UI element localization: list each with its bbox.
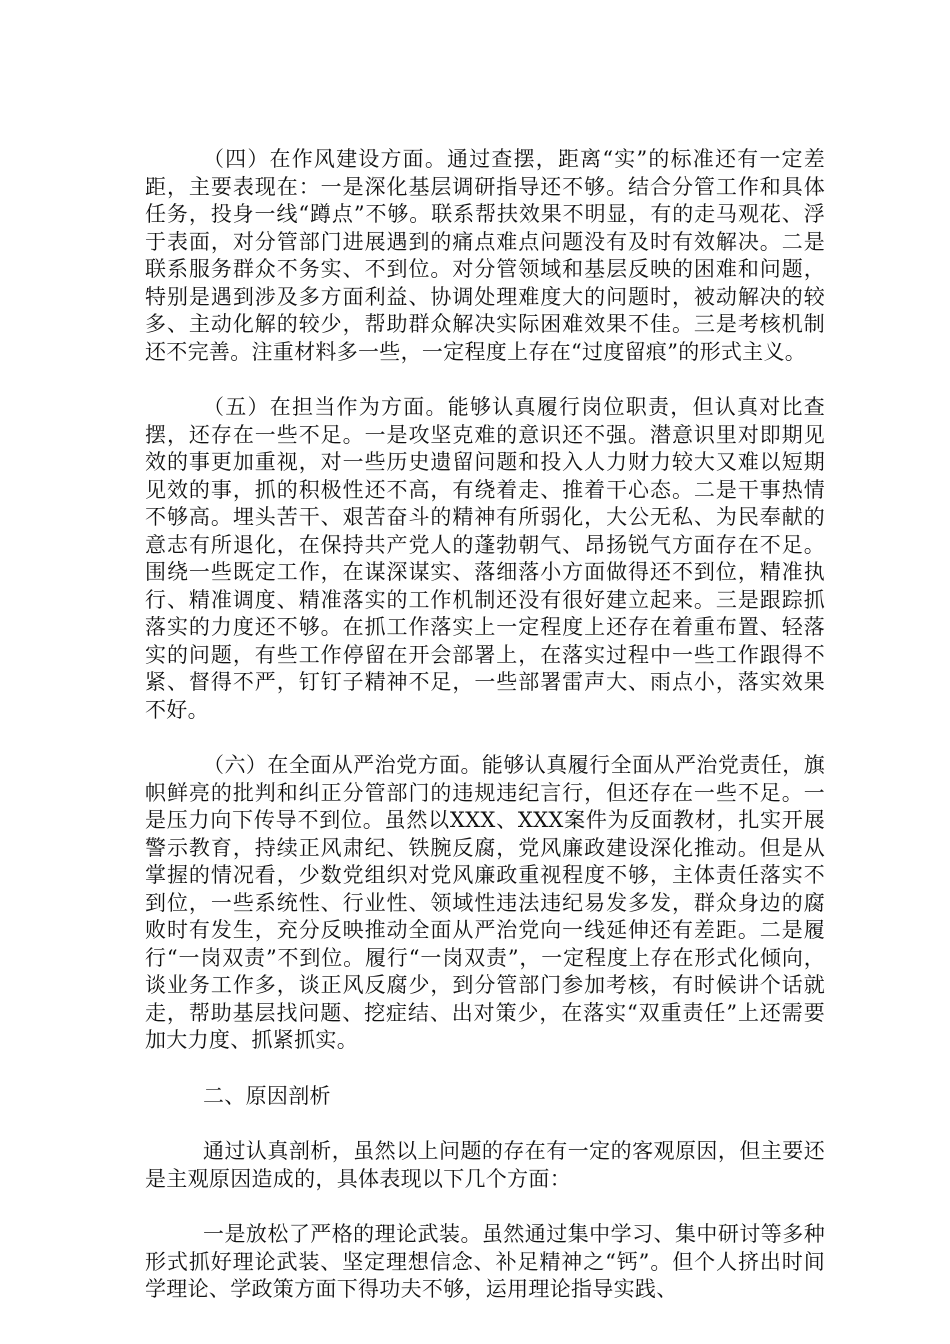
paragraph-party-discipline: （六）在全面从严治党方面。能够认真履行全面从严治党责任，旗帜鲜亮的批判和纠正分管部门的违规违纪言行，但还存在一些不足。一是压力向下传导不到位。虽然以XXX、XXX案件为反面教材，扎实开展警示教育，持续正风肃纪、铁腕反腐，党风廉政建设深化推动。但是从掌握的情况看，少数党组织对党风廉政重视程度不够，主体责任落实不到位，一些系统性、行业性、领域性违法违纪易发多发，群众身边的腐败时有发生，充分反映推动全面从严治党向一线延伸还有差距。二是履行“一岗双责”不到位。履行“一岗双责”，一定程度上存在形式化倾向，谈业务工作多，谈正风反腐少，到分管部门参加考核，有时候讲个话就走，帮助基层找问题、挖症结、出对策少，在落实“双重责任”上还需要加大力度、抓紧抓实。 [145,753,825,1052]
paragraph-work-style: （四）在作风建设方面。通过查摆，距离“实”的标准还有一定差距，主要表现在：一是深化基层调研指导还不够。结合分管工作和具体任务，投身一线“蹲点”不够。联系帮扶效果不明显，有的走马观花、浮于表面，对分管部门进展遇到的痛点难点问题没有及时有效解决。二是联系服务群众不务实、不到位。对分管领域和基层反映的困难和问题，特别是遇到涉及多方面利益、协调处理难度大的问题时，被动解决的较多、主动化解的较少，帮助群众解决实际困难效果不佳。三是考核机制还不完善。注重材料多一些，一定程度上存在“过度留痕”的形式主义。 [145,147,825,364]
document-body [145,146,825,1304]
paragraph-intro: 通过认真剖析，虽然以上问题的存在有一定的客观原因，但主要还是主观原因造成的，具体表现以下几个方面： [145,1139,825,1191]
paragraph-responsibility: （五）在担当作为方面。能够认真履行岗位职责，但认真对比查摆，还存在一些不足。一是攻坚克难的意识还不强。潜意识里对即期见效的事更加重视，对一些历史遗留问题和投入人力财力较大又难以短期见效的事，抓的积极性还不高，有绕着走、推着干心态。二是干事热情不够高。埋头苦干、艰苦奋斗的精神有所弱化，大公无私、为民奉献的意志有所退化，在保持共产党人的蓬勃朝气、昂扬锐气方面存在不足。围绕一些既定工作，在谋深谋实、落细落小方面做得还不到位，精准执行、精准调度、精准落实的工作机制还没有很好建立起来。三是跟踪抓落实的力度还不够。在抓工作落实上一定程度上还存在着重布置、轻落实的问题，有些工作停留在开会部署上，在落实过程中一些工作跟得不紧、督得不严，钉钉子精神不足，一些部署雷声大、雨点小，落实效果不好。 [145,395,825,722]
section-heading: 二、原因剖析 [203,1083,331,1108]
paragraph-theory: 一是放松了严格的理论武装。虽然通过集中学习、集中研讨等多种形式抓好理论武装、坚定理想信念、补足精神之“钙”。但个人挤出时间学理论、学政策方面下得功夫不够，运用理论指导实践、 [145,1222,825,1301]
